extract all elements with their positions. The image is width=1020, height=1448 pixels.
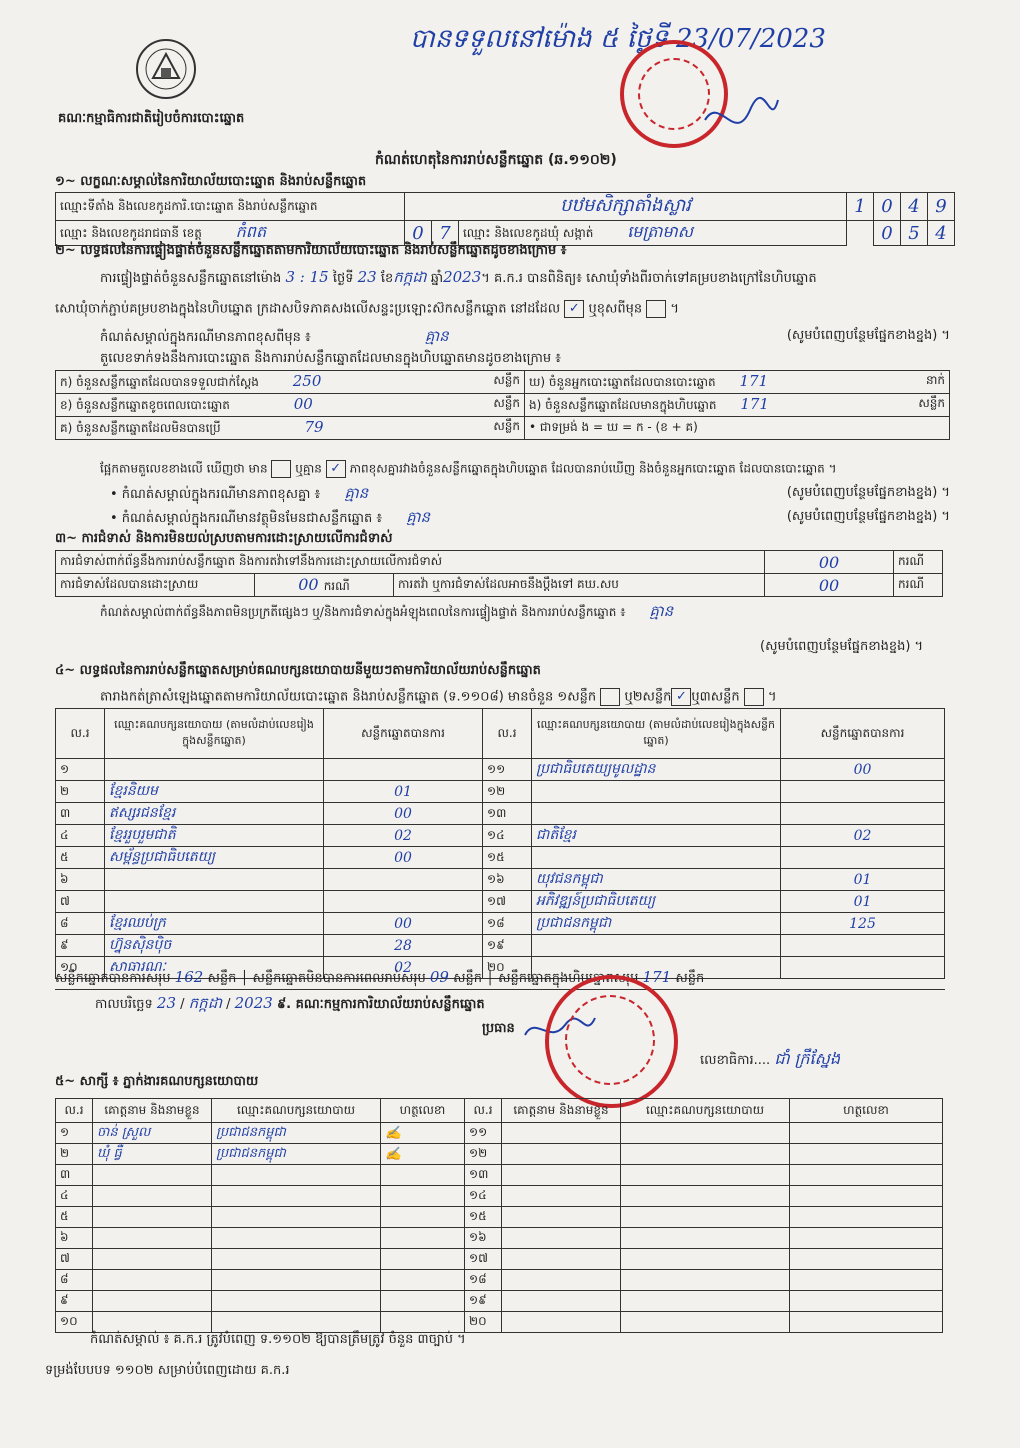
vote-count: 01 [781, 891, 945, 913]
row-no: ១៩ [483, 935, 532, 957]
signature [790, 1165, 943, 1186]
note-suffix: (សូមបំពេញបន្ថែមផ្នែកខាងខ្នង) ។ [760, 639, 924, 654]
three-sheet-checkbox [744, 688, 764, 706]
row-no: ១០ [56, 1312, 93, 1333]
row-no: ១៣ [465, 1165, 502, 1186]
col-sign: ហត្ថលេខា [790, 1099, 943, 1123]
party-name: ជាតិខ្មែរ [532, 825, 781, 847]
signature [381, 1207, 465, 1228]
party-name [212, 1291, 381, 1312]
note1: កំណត់សម្គាល់ក្នុងករណីមានភាពខុសពីមុន ៖ គ្មាន (សូមបំពេញបន្ថែមផ្នែកខាងខ្នង) ។ [100, 327, 950, 345]
province-code: 0 [405, 221, 432, 246]
party-name [105, 869, 324, 891]
total-invalid: 09 [429, 968, 449, 986]
witness-name [93, 1249, 212, 1270]
row-no: ១២ [483, 781, 532, 803]
witness-name [93, 1207, 212, 1228]
witness-name [502, 1165, 621, 1186]
party-name: យុវជនកម្ពុជា [532, 869, 781, 891]
vote-count [781, 847, 945, 869]
party-name [212, 1207, 381, 1228]
row-no: ៣ [56, 803, 105, 825]
row-no: ៨ [56, 913, 105, 935]
code-digit: 9 [928, 193, 955, 221]
party-name [621, 1207, 790, 1228]
figures-intro: តួលេខទាក់ទងនឹងការបោះឆ្នោត និងការរាប់សន្លឹកឆ្នោតដែលមានក្នុងហិបឆ្នោតមានដូចខាងក្រោម ៖ [100, 351, 561, 366]
table-row [56, 1207, 943, 1228]
figure-ngo: ង) ចំនួនសន្លឹកឆ្នោតដែលមានក្នុងហិបឆ្នោត 171 សន្លឹក [525, 394, 950, 417]
objection-table [55, 550, 943, 597]
signature [790, 1312, 943, 1333]
row-no: ១៧ [483, 891, 532, 913]
table-row [56, 1228, 943, 1249]
row-no: ១៦ [483, 869, 532, 891]
row-no: ៨ [56, 1270, 93, 1291]
row-no: ១ [56, 1123, 93, 1144]
secretary-line: លេខាធិការ.... ជាំ ក្រឹស្នែង [700, 1049, 841, 1068]
province-code: 7 [432, 221, 459, 246]
figure-kho: ឃ) ចំនួនអ្នកបោះឆ្នោតដែលបានបោះឆ្នោត 171 នាក់ [525, 371, 950, 394]
table-row [56, 1186, 943, 1207]
party-name [621, 1165, 790, 1186]
two-sheet-checkbox: ✓ [671, 688, 691, 706]
formula: • ជាទម្រង់ ង = ឃ = ក - (ខ + គ) [525, 417, 950, 440]
signature [381, 1291, 465, 1312]
witness-name [502, 1144, 621, 1165]
row-no: ១៥ [465, 1207, 502, 1228]
row-no: ១៩ [465, 1291, 502, 1312]
party-name: ហ្វ៊ុនស៊ិនប៉ិច [105, 935, 324, 957]
witness-name [502, 1186, 621, 1207]
col-no: ល.រ [56, 709, 105, 759]
tally-sheet-line: តារាងកត់ត្រាសំឡេងឆ្នោតតាមការិយាល័យបោះឆ្នោត និងរាប់សន្លឹកឆ្នោត (ទ.១១០៨) មានចំនួន ១សន្លឹក ឬ២សន្លឹក ✓ ឬ៣សន្លឹក ។ [100, 689, 777, 705]
signature-top [700, 90, 780, 150]
table-row [56, 1123, 943, 1144]
witness-name [502, 1312, 621, 1333]
row-no: ៥ [56, 847, 105, 869]
figure-kha: ខ) ចំនួនសន្លឹកឆ្នោតខូចពេលបោះឆ្នោត 00 សន្លឹក [56, 394, 525, 417]
col-votes: សន្លឹកឆ្នោតបានការ [781, 709, 945, 759]
party-name: ខ្មែរនិយម [105, 781, 324, 803]
party-name: ប្រជាជនកម្ពុជា [212, 1144, 381, 1165]
row-no: ១ [56, 759, 105, 781]
row-no: ១៦ [465, 1228, 502, 1249]
signature [381, 1312, 465, 1333]
unit-case: ករណី [894, 551, 943, 574]
nec-logo-icon [135, 38, 197, 100]
totals-row: សន្លឹកឆ្នោតបានការសរុប 162 សន្លឹក │ សន្លឹកឆ្នោតមិនបានការពេលរាប់សរុប 09 សន្លឹក │ សន្លឹកឆ្នោតក្នុងហិបឆ្នោតសរុប 171 សន្លឹក [55, 968, 945, 990]
party-name: ឥស្សរជនខ្មែរ [105, 803, 324, 825]
difference-line: ផ្អែកតាមតួលេខខាងលើ ឃើញថា មាន ឬគ្មាន ✓ ភាពខុសគ្នារវាងចំនួនសន្លឹកឆ្នោតក្នុងហិបឆ្នោត ដែលបានរាប់ឃើញ និងចំនួនអ្នកបោះឆ្នោត ដែលបានបោះឆ្នោត ។ [100, 461, 837, 476]
table-row [56, 1291, 943, 1312]
verify-line: ការផ្ទៀងផ្ទាត់ចំនួនសន្លឹកឆ្នោតនៅម៉ោង 3 : 15 ថ្ងៃទី 23 ខែកក្កដា ឆ្នាំ2023។ គ.ក.រ បានពិនិត្យ៖ សោឃុំទាំងពីរចាក់ទៅគម្របខាងក្រៅនៃហិបឆ្នោត [100, 268, 817, 286]
figures-table [55, 370, 950, 440]
party-name [212, 1249, 381, 1270]
signature [790, 1291, 943, 1312]
row-no: ៧ [56, 891, 105, 913]
row-no: ១១ [465, 1123, 502, 1144]
figure-ka: ក) ចំនួនសន្លឹកឆ្នោតដែលបានទទួលជាក់ស្តែង 250 សន្លឹក [56, 371, 525, 394]
vote-count: 00 [781, 759, 945, 781]
witness-name [502, 1270, 621, 1291]
vote-count: 00 [324, 803, 483, 825]
form-code: ទម្រង់បែបបទ ១១០២ សម្រាប់បំពេញដោយ គ.ក.រ [45, 1363, 290, 1378]
party-name [621, 1270, 790, 1291]
signature: ✍ [381, 1144, 465, 1165]
table-row [56, 1144, 943, 1165]
vote-count: 01 [781, 869, 945, 891]
form-title: កំណត់ហេតុនៃការរាប់សន្លឹកឆ្នោត (ឆ.១១០២) [375, 152, 617, 168]
vote-count: 125 [781, 913, 945, 935]
received-note: បានទទួលនៅម៉ោង ៥ ថ្ងៃទី 23/07/2023 [410, 24, 826, 54]
org-name: គណៈកម្មាធិការជាតិរៀបចំការបោះឆ្នោត [58, 111, 245, 126]
party-name [212, 1312, 381, 1333]
witness-name [93, 1291, 212, 1312]
signature [381, 1186, 465, 1207]
row-no: ១៤ [483, 825, 532, 847]
section1-heading: ១~ លក្ខណៈសម្គាល់នៃការិយាល័យបោះឆ្នោត និងរាប់សន្លឹកឆ្នោត [55, 174, 367, 189]
vote-count: 00 [324, 847, 483, 869]
table-row [56, 825, 945, 847]
row-no: ៦ [56, 869, 105, 891]
signature [790, 1249, 943, 1270]
col-name: គោត្តនាម និងនាមខ្លួន [93, 1099, 212, 1123]
row-no: ៣ [56, 1165, 93, 1186]
party-name [621, 1249, 790, 1270]
row-no: ១៨ [465, 1270, 502, 1291]
party-name: សាធារណៈ [105, 957, 324, 979]
party-name: ខ្មែរឈប់ក្រ [105, 913, 324, 935]
vote-count: 02 [324, 825, 483, 847]
code-digit: 0 [874, 193, 901, 221]
row-no: ៦ [56, 1228, 93, 1249]
signature [790, 1186, 943, 1207]
witness-name: ឃុំ ធ្វឺ [93, 1144, 212, 1165]
row-no: ៧ [56, 1249, 93, 1270]
footer-note: កំណត់សម្គាល់ ៖ គ.ក.រ ត្រូវបំពេញ ទ.១១០២ ឱ្យបានត្រឹមត្រូវ ចំនួន ៣ច្បាប់ ។ [90, 1332, 466, 1347]
total-valid: 162 [174, 968, 204, 986]
table-row [56, 803, 945, 825]
official-seal-bottom [545, 975, 678, 1108]
party-name [532, 781, 781, 803]
figure-ko: គ) ចំនួនសន្លឹកឆ្នោតដែលមិនបានប្រើ 79 សន្លឹក [56, 417, 525, 440]
commune-value: មេត្រាមាស [627, 222, 693, 241]
vote-count [781, 803, 945, 825]
col-party: ឈ្មោះគណបក្សនយោបាយ (តាមលំដាប់លេខរៀងក្នុងសន្លឹកឆ្នោត) [532, 709, 781, 759]
party-name [532, 847, 781, 869]
commune-code: 4 [928, 221, 955, 246]
location-label: ឈ្មោះទីតាំង និងលេខកូដការិ.បោះឆ្នោត និងរាប់សន្លឹកឆ្នោត [56, 193, 405, 221]
code-digit: 1 [847, 193, 874, 221]
party-name [212, 1228, 381, 1249]
row-no: ៩ [56, 935, 105, 957]
vote-count: 02 [781, 825, 945, 847]
witness-name: ចាន់ ស្រួល [93, 1123, 212, 1144]
no-diff-checkbox: ✓ [326, 460, 346, 478]
party-name [105, 759, 324, 781]
province-value: កំពត [235, 222, 267, 241]
party-name: ប្រជាធិបតេយ្យមូលដ្ឋាន [532, 759, 781, 781]
vote-count: 01 [324, 781, 483, 803]
irregularity-note: កំណត់សម្គាល់ពាក់ព័ន្ធនឹងភាពមិនប្រក្រតីផ្សេងៗ ឬ/និងការជំទាស់ក្នុងអំឡុងពេលនៃការផ្ទៀងផ្ទាត់ និងការរាប់សន្លឹកឆ្នោត ៖ គ្មាន [100, 602, 674, 620]
row-no: ២ [56, 1144, 93, 1165]
party-name [621, 1144, 790, 1165]
section5-heading: ៥~ សាក្សី ៖ ភ្នាក់ងារគណបក្សនយោបាយ [55, 1074, 259, 1089]
row-no: ៤ [56, 1186, 93, 1207]
party-name: ប្រជាជនកម្ពុជា [212, 1123, 381, 1144]
col-no: ល.រ [465, 1099, 502, 1123]
witness-name [93, 1186, 212, 1207]
row-no: ១៤ [465, 1186, 502, 1207]
witness-name [502, 1228, 621, 1249]
row-no: ៥ [56, 1207, 93, 1228]
changed-checkbox [646, 300, 666, 318]
col-no: ល.រ [483, 709, 532, 759]
witness-table [55, 1098, 943, 1333]
row-no: ១៥ [483, 847, 532, 869]
table-row [56, 891, 945, 913]
col-name: គោត្តនាម និងនាមខ្លួន [502, 1099, 621, 1123]
signing-date: កាលបរិច្ឆេទ 23 / កក្កដា / 2023 ៩. គណៈកម្មការការិយាល័យរាប់សន្លឹកឆ្នោត [95, 994, 485, 1012]
party-name [621, 1123, 790, 1144]
party-name [621, 1291, 790, 1312]
row-no: ១០ [56, 957, 105, 979]
witness-name [502, 1249, 621, 1270]
table-row [56, 1249, 943, 1270]
witness-name [502, 1291, 621, 1312]
col-party: ឈ្មោះគណបក្សនយោបាយ (តាមលំដាប់លេខរៀងក្នុងសន្លឹកឆ្នោត) [105, 709, 324, 759]
col-votes: សន្លឹកឆ្នោតបានការ [324, 709, 483, 759]
vote-count [324, 869, 483, 891]
row-no: ១៨ [483, 913, 532, 935]
section1-table [55, 192, 955, 246]
signature [790, 1207, 943, 1228]
resolved-label: ការជំទាស់ដែលបានដោះស្រាយ [56, 574, 255, 597]
section3-heading: ៣~ ការជំទាស់ និងការមិនយល់ស្របតាមការដោះស្រាយលើការជំទាស់ [55, 531, 393, 546]
row-no: ៩ [56, 1291, 93, 1312]
signature [790, 1270, 943, 1291]
appeal-value: 00 [765, 574, 894, 597]
vote-count [781, 935, 945, 957]
party-name [532, 803, 781, 825]
signature [381, 1165, 465, 1186]
code-digit: 4 [901, 193, 928, 221]
total-box: 171 [642, 968, 672, 986]
col-party: ឈ្មោះគណបក្សនយោបាយ [212, 1099, 381, 1123]
chairman-label: ប្រធាន [482, 1021, 515, 1036]
table-row [56, 781, 945, 803]
objection-row1: ការជំទាស់ពាក់ព័ន្ធនឹងការរាប់សន្លឹកឆ្នោត និងការតវ៉ាទៅនឹងការដោះស្រាយលើការជំទាស់ [56, 551, 765, 574]
row-no: ២ [56, 781, 105, 803]
table-row [56, 1312, 943, 1333]
table-row [56, 1270, 943, 1291]
row-no: ១៣ [483, 803, 532, 825]
commune-code: 5 [901, 221, 928, 246]
signature [381, 1228, 465, 1249]
vote-count [324, 891, 483, 913]
party-name [105, 891, 324, 913]
party-name [212, 1186, 381, 1207]
row-no: ២០ [483, 957, 532, 979]
note2: • កំណត់សម្គាល់ក្នុងករណីមានភាពខុសគ្នា ៖ គ្មាន (សូមបំពេញបន្ថែមផ្នែកខាងខ្នង) ។ [110, 484, 950, 502]
witness-name [502, 1123, 621, 1144]
signature [381, 1270, 465, 1291]
resolved-value: 00 ករណី [255, 574, 394, 597]
vote-count: 02 [324, 957, 483, 979]
party-name [532, 935, 781, 957]
table-row [56, 847, 945, 869]
signature [790, 1228, 943, 1249]
section2-heading: ២~ លទ្ធផលនៃការផ្ទៀងផ្ទាត់ចំនួនសន្លឹកឆ្នោតតាមការិយាល័យបោះឆ្នោត និងរាប់សន្លឹកឆ្នោតដូចខាងក្រោម ៖ [55, 243, 567, 258]
commune-code: 0 [874, 221, 901, 246]
witness-name [93, 1312, 212, 1333]
party-name: អភិវឌ្ឍន៍ប្រជាធិបតេយ្យ [532, 891, 781, 913]
appeal-label: ការតវ៉ា ឬការជំទាស់ដែលអាចនឹងប្តឹងទៅ គឃ.សប [394, 574, 765, 597]
col-party: ឈ្មោះគណបក្សនយោបាយ [621, 1099, 790, 1123]
note3: • កំណត់សម្គាល់ក្នុងករណីមានវត្ថុមិនមែនជាសន្លឹកឆ្នោត ៖ គ្មាន (សូមបំពេញបន្ថែមផ្នែកខាងខ្នង) ។ [110, 508, 950, 526]
vote-count: 28 [324, 935, 483, 957]
party-name: ខ្មែររួបរួមជាតិ [105, 825, 324, 847]
province-label: ឈ្មោះ និងលេខកូដរាជធានី ខេត្ត កំពត [56, 221, 405, 246]
signature [790, 1123, 943, 1144]
vote-count: 00 [324, 913, 483, 935]
commune-label: ឈ្មោះ និងលេខកូដឃុំ សង្កាត់ មេត្រាមាស [459, 221, 847, 246]
table-row [56, 759, 945, 781]
party-name: សម្ព័ន្ធប្រជាធិបតេយ្យ [105, 847, 324, 869]
party-name [212, 1270, 381, 1291]
signature [790, 1144, 943, 1165]
row-no: ១១ [483, 759, 532, 781]
col-no: ល.រ [56, 1099, 93, 1123]
row-no: ១២ [465, 1144, 502, 1165]
table-row [56, 935, 945, 957]
objection-row1-value: 00 [765, 551, 894, 574]
section4-heading: ៤~ លទ្ធផលនៃការរាប់សន្លឹកឆ្នោតសម្រាប់គណបក្សនយោបាយនីមួយៗតាមការិយាល័យរាប់សន្លឹកឆ្នោត [55, 663, 541, 678]
vote-count [324, 759, 483, 781]
party-name [212, 1165, 381, 1186]
table-row [56, 869, 945, 891]
row-no: ៤ [56, 825, 105, 847]
table-row [56, 1165, 943, 1186]
witness-name [502, 1207, 621, 1228]
unit-case: ករណី [894, 574, 943, 597]
one-sheet-checkbox [600, 688, 620, 706]
vote-count [781, 781, 945, 803]
seal-line: សោឃុំចាក់ភ្ជាប់គម្របខាងក្នុងនៃហិបឆ្នោត ក្រដាសបិទភាគសងលើសន្ទះប្រឡោះស៊កសន្លឹកឆ្នោត នៅដដែល ✓ ឬខុសពីមុន ។ [55, 301, 679, 317]
party-name: ប្រជាជនកម្ពុជា [532, 913, 781, 935]
row-no: ២០ [465, 1312, 502, 1333]
witness-name [93, 1270, 212, 1291]
row-no: ១៧ [465, 1249, 502, 1270]
col-sign: ហត្ថលេខា [381, 1099, 465, 1123]
signature: ✍ [381, 1123, 465, 1144]
unchanged-checkbox: ✓ [564, 300, 584, 318]
signature [381, 1249, 465, 1270]
witness-name [93, 1165, 212, 1186]
party-name [621, 1186, 790, 1207]
party-name [621, 1312, 790, 1333]
has-diff-checkbox [271, 460, 291, 478]
table-row [56, 913, 945, 935]
location-value: បឋមសិក្សាតាំងស្លាវ [405, 193, 847, 221]
party-name [621, 1228, 790, 1249]
votes-table [55, 708, 945, 979]
witness-name [93, 1228, 212, 1249]
